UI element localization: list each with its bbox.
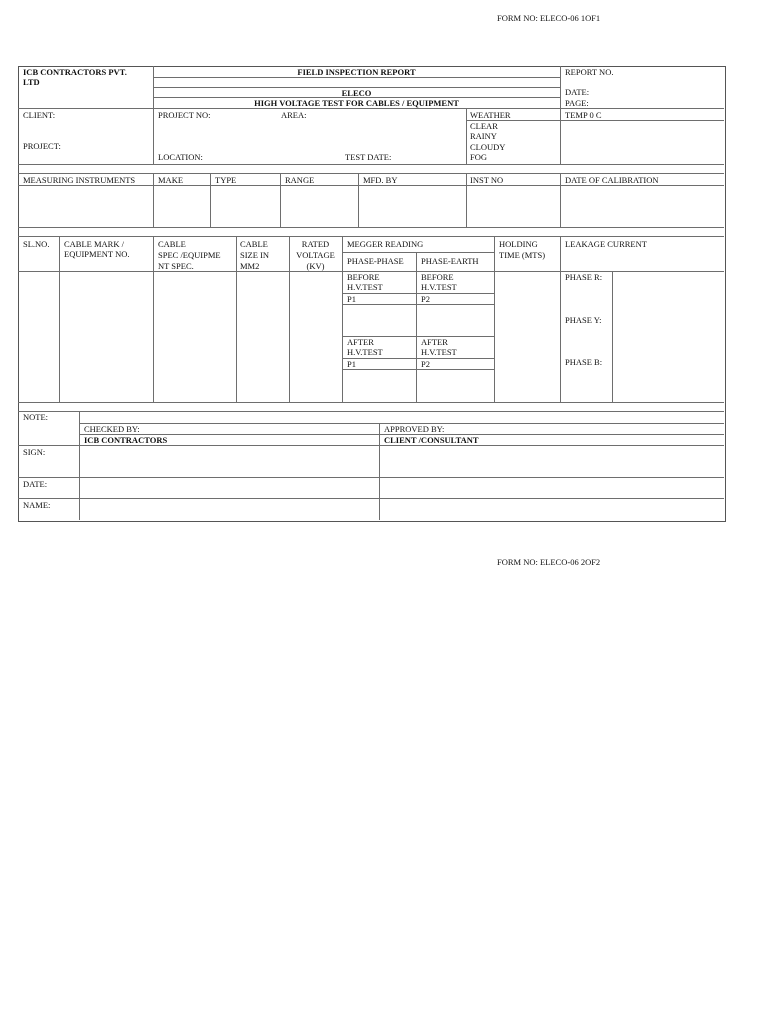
instruments-header-make: MAKE [158, 175, 184, 185]
instruments-header-measuring: MEASURING INSTRUMENTS [23, 175, 136, 185]
instruments-header-range: RANGE [285, 175, 315, 185]
cable-mark-header: CABLE MARK / [64, 239, 124, 249]
temperature-label: TEMP 0 C [565, 110, 602, 120]
weather-option-rainy[interactable]: RAINY [470, 131, 497, 141]
cable-size-header-line3: MM2 [240, 261, 260, 271]
holding-time-header-line2: TIME (MTS) [499, 250, 546, 260]
instruments-header-type: TYPE [215, 175, 237, 185]
name-label: NAME: [23, 500, 51, 510]
company-name: ICB CONTRACTORS PVT. [23, 67, 127, 77]
cable-size-header: CABLE [240, 239, 268, 249]
before-hv-test-pe-line2: H.V.TEST [421, 282, 457, 292]
weather-option-cloudy[interactable]: CLOUDY [470, 142, 506, 152]
cable-spec-header: CABLE [158, 239, 186, 249]
weather-option-fog[interactable]: FOG [470, 152, 488, 162]
phase-r-label: PHASE R: [565, 272, 603, 282]
instruments-header-calibration: DATE OF CALIBRATION [565, 175, 659, 185]
sign-label: SIGN: [23, 447, 46, 457]
cable-spec-header-line2: SPEC /EQUIPME [158, 250, 221, 260]
approved-by-label: APPROVED BY: [384, 424, 445, 434]
weather-option-clear[interactable]: CLEAR [470, 121, 498, 131]
phase-earth-header: PHASE-EARTH [421, 256, 479, 266]
signoff-date-label: DATE: [23, 479, 48, 489]
phase-phase-header: PHASE-PHASE [347, 256, 404, 266]
after-hv-test-pe: AFTER [421, 337, 448, 347]
holding-time-header: HOLDING [499, 239, 538, 249]
rated-voltage-header: RATED [301, 239, 330, 249]
cable-mark-header-line2: EQUIPMENT NO. [64, 249, 130, 259]
project-label: PROJECT: [23, 141, 61, 151]
form-number-bottom: FORM NO: ELECO-06 2OF2 [497, 557, 601, 567]
page-label: PAGE: [565, 98, 589, 108]
phase-b-label: PHASE B: [565, 357, 603, 367]
checked-by-label: CHECKED BY: [84, 424, 140, 434]
form-border [18, 66, 726, 522]
test-title: HIGH VOLTAGE TEST FOR CABLES / EQUIPMENT [254, 98, 459, 108]
before-hv-test-pe: BEFORE [421, 272, 454, 282]
megger-reading-header: MEGGER READING [347, 239, 424, 249]
client-label: CLIENT: [23, 110, 56, 120]
rated-voltage-header-line3: (KV) [306, 261, 325, 271]
after-hv-test-pp: AFTER [347, 337, 374, 347]
instruments-header-mfd-by: MFD. BY [363, 175, 398, 185]
client-consultant-label: CLIENT /CONSULTANT [384, 435, 479, 445]
area-label: AREA: [281, 110, 307, 120]
date-label: DATE: [565, 87, 590, 97]
leakage-current-header: LEAKAGE CURRENT [565, 239, 647, 249]
p2-label-after: P2 [421, 359, 430, 369]
p2-label-before: P2 [421, 294, 430, 304]
form-number-top: FORM NO: ELECO-06 1OF1 [497, 13, 601, 23]
report-subtitle: ELECO [341, 88, 372, 98]
note-label: NOTE: [23, 412, 49, 422]
after-hv-test-pe-line2: H.V.TEST [421, 347, 457, 357]
phase-y-label: PHASE Y: [565, 315, 602, 325]
weather-label: WEATHER [470, 110, 511, 120]
before-hv-test-pp-line2: H.V.TEST [347, 282, 383, 292]
after-hv-test-pp-line2: H.V.TEST [347, 347, 383, 357]
before-hv-test-pp: BEFORE [347, 272, 380, 282]
report-title: FIELD INSPECTION REPORT [297, 67, 416, 77]
company-name-suffix: LTD [23, 77, 40, 87]
instruments-header-inst-no: INST NO [470, 175, 504, 185]
test-date-label: TEST DATE: [345, 152, 392, 162]
icb-contractors-label: ICB CONTRACTORS [84, 435, 168, 445]
report-no-label: REPORT NO. [565, 67, 614, 77]
sl-no-header: SL.NO. [23, 239, 50, 249]
p1-label-after: P1 [347, 359, 356, 369]
location-label: LOCATION: [158, 152, 203, 162]
cable-size-header-line2: SIZE IN [240, 250, 270, 260]
p1-label-before: P1 [347, 294, 356, 304]
cable-spec-header-line3: NT SPEC. [158, 261, 194, 271]
rated-voltage-header-line2: VOLTAGE [296, 250, 335, 260]
project-no-label: PROJECT NO: [158, 110, 211, 120]
